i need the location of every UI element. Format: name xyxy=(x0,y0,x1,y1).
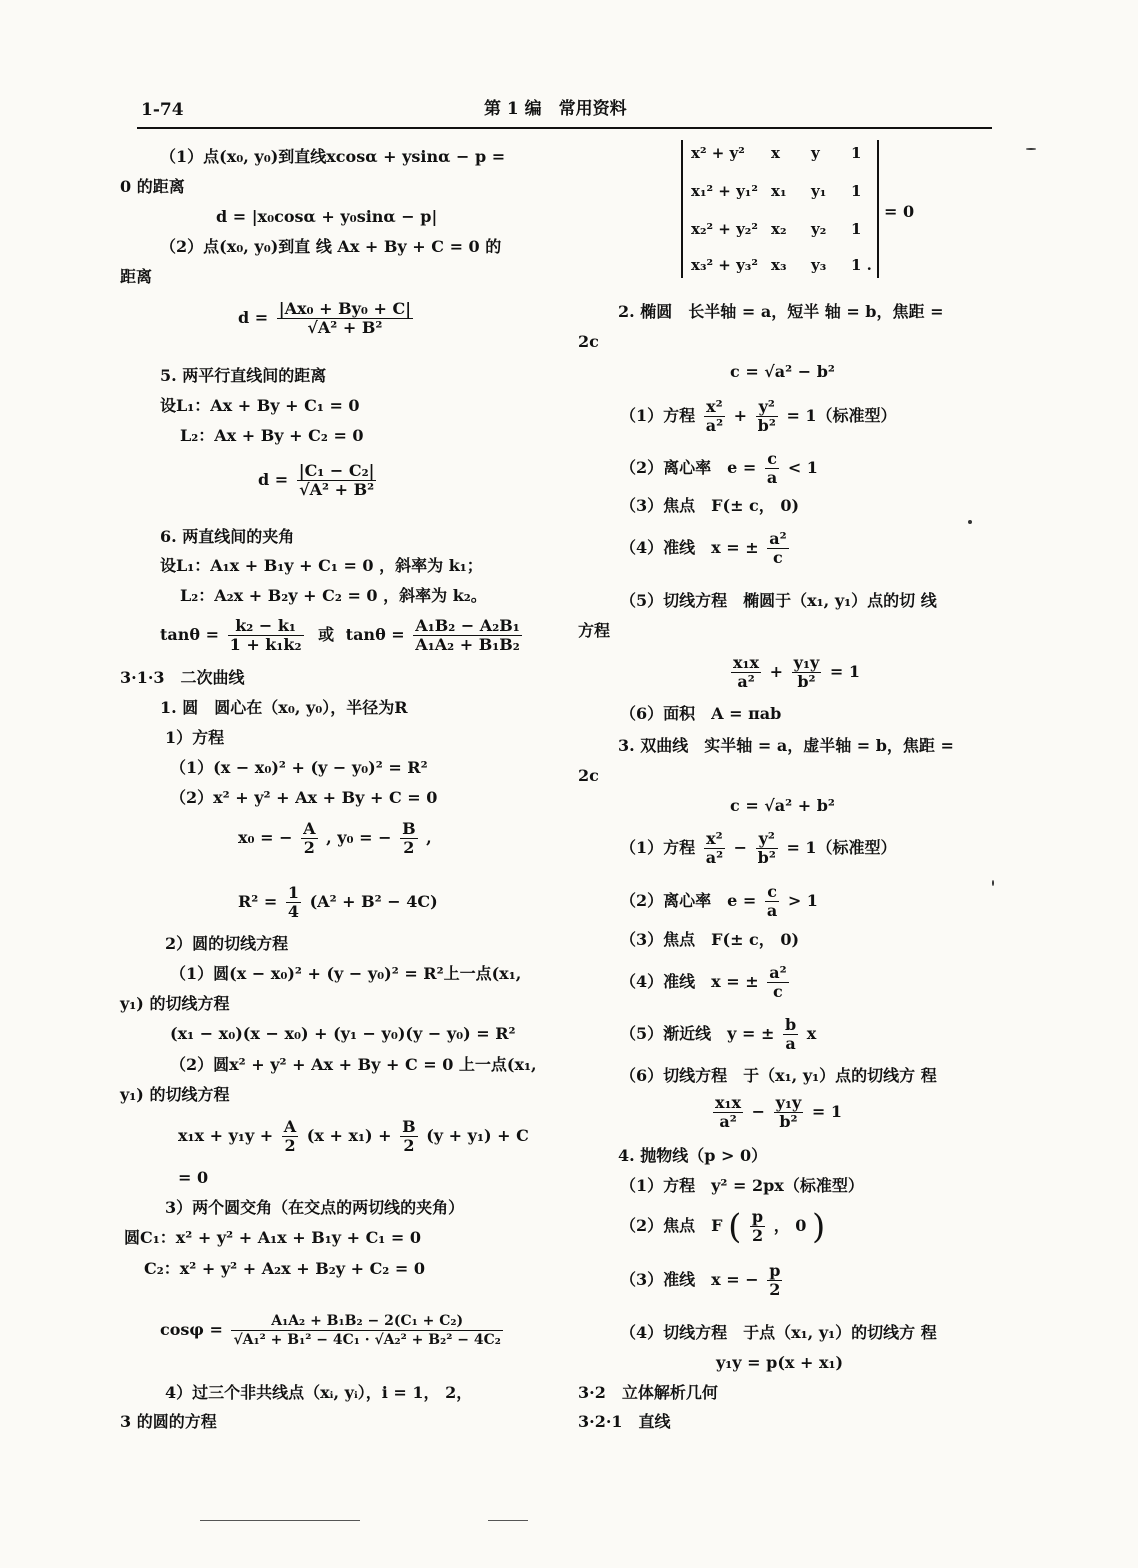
text-line: （2）点(x₀, y₀)到直 线 Ax + By + C = 0 的 xyxy=(160,237,502,256)
text-line: 4）过三个非共线点（xᵢ, yᵢ），i = 1， 2， xyxy=(165,1383,473,1402)
formula: （1）方程 $\frac{\text{x²}}{\text{a²}}$ − $\frac{\text{y²}}{\text{b²}}$ = 1（标准型） xyxy=(620,829,897,867)
formula: （4）准线 x = ± $\frac{\text{a²}}{c}$ xyxy=(620,963,787,1001)
text-line: 0 的距离 xyxy=(120,177,185,196)
formula: （2）x² + y² + Ax + By + C = 0 xyxy=(170,788,438,807)
page-header-title: 第 1 编 常用资料 xyxy=(484,99,627,119)
text-line: 1. 圆 圆心在（x₀, y₀），半径为R xyxy=(160,698,408,717)
text-line: 3. 双曲线 实半轴 = a，虚半轴 = b，焦距 = xyxy=(618,736,954,755)
formula: d = $\frac{\text{|C₁ − C₂|}}{\text{√A² + B²}}$ xyxy=(258,461,375,499)
formula: （3）准线 x = − $\frac{p}{2}$ xyxy=(620,1261,781,1299)
determinant-matrix: x² + y² x y 1 x₁² + y₁² x₁ y₁ 1 x₂² + y₂² x₂ y₂ 1 x₃² + y₃² x₃ y₃ 1 . xyxy=(681,140,879,278)
text-line: 3 的圆的方程 xyxy=(120,1412,217,1431)
section-title: 6. 两直线间的夹角 xyxy=(160,527,295,546)
formula: = 0 xyxy=(884,202,915,221)
fraction: $\frac{\text{y₁y}}{\text{b²}}$ xyxy=(775,1093,802,1131)
section-heading: 3·2 立体解析几何 xyxy=(578,1383,718,1402)
section-heading: 3·2·1 直线 xyxy=(578,1412,671,1431)
scan-speck xyxy=(968,520,972,524)
scan-speck xyxy=(992,880,994,886)
formula: 圆C₁：x² + y² + A₁x + B₁y + C₁ = 0 xyxy=(124,1228,421,1247)
formula: （3）焦点 F(± c， 0) xyxy=(620,930,800,949)
formula: （1）方程 y² = 2px（标准型） xyxy=(620,1176,864,1195)
fraction: $\frac{\text{A₁B₂ − A₂B₁}}{\text{A₁A₂ + B₁B₂}}$ xyxy=(415,616,520,654)
text-line: （6）切线方程 于（x₁, y₁）点的切线方 程 xyxy=(620,1066,937,1085)
text-line: 2. 椭圆 长半轴 = a，短半 轴 = b，焦距 = xyxy=(618,302,944,321)
formula: L₂：Ax + By + C₂ = 0 xyxy=(180,426,364,445)
text-line: y₁) 的切线方程 xyxy=(120,1085,230,1104)
text-line: （4）切线方程 于点（x₁, y₁）的切线方 程 xyxy=(620,1323,937,1342)
formula: x₀ = − $\frac{A}{2}$ , y₀ = − $\frac{B}{2}$ , xyxy=(238,819,432,857)
formula: y₁y = p(x + x₁) xyxy=(716,1353,844,1372)
text-line: （1）点(x₀, y₀)到直线xcosα + ysinα − p = xyxy=(160,147,506,166)
scan-edge-line xyxy=(200,1520,360,1521)
formula: （5）渐近线 y = ± $\frac{b}{a}$ x xyxy=(620,1015,817,1053)
formula: （4）准线 x = ± $\frac{\text{a²}}{c}$ xyxy=(620,529,787,567)
fraction: $\frac{\text{x₁x}}{\text{a²}}$ xyxy=(715,1093,742,1131)
formula: d = $\frac{\text{|Ax₀ + By₀ + C|}}{\text{√A² + B²}}$ xyxy=(238,299,412,337)
formula: 设L₁：Ax + By + C₁ = 0 xyxy=(160,396,360,415)
formula: c = √a² + b² xyxy=(730,796,835,815)
fraction: $\frac{\text{x²}}{\text{a²}}$ xyxy=(705,397,724,435)
scan-edge-line xyxy=(488,1520,528,1521)
formula: （2）离心率 e = $\frac{c}{a}$ < 1 xyxy=(620,449,818,487)
fraction: $\frac{p}{2}$ xyxy=(751,1207,764,1245)
left-paren: ( xyxy=(728,1206,742,1247)
formula: （2）焦点 F ( $\frac{p}{2}$ ， 0 ) xyxy=(620,1206,826,1247)
scan-speck xyxy=(1026,148,1036,150)
fraction: $\frac{\text{k₂ − k₁}}{\text{1 + k₁k₂}}$ xyxy=(229,616,302,654)
fraction: $\frac{p}{2}$ xyxy=(769,1261,781,1299)
fraction: $\frac{c}{a}$ xyxy=(766,882,778,920)
text-line: 2c xyxy=(578,332,599,351)
section-title: 5. 两平行直线间的距离 xyxy=(160,366,327,385)
fraction: $\frac{\text{x²}}{\text{a²}}$ xyxy=(705,829,724,867)
right-paren: ) xyxy=(811,1206,826,1247)
fraction: $\frac{\text{A₁A₂ + B₁B₂ − 2(C₁ + C₂)}}{\text{√A₁² + B₁² − 4C₁ · √A₂² + B₂² − 4C₂}}$ xyxy=(233,1313,501,1348)
formula: d = |x₀cosα + y₀sinα − p| xyxy=(216,207,438,226)
formula: tanθ = $\frac{\text{k₂ − k₁}}{\text{1 + k₁k₂}}$ 或 tanθ = $\frac{\text{A₁B₂ − A₂B₁}}{\text{A₁A₂ + B₁B₂}}$ xyxy=(160,616,520,654)
formula: $\frac{\text{x₁x}}{\text{a²}}$ + $\frac{\text{y₁y}}{\text{b²}}$ = 1 xyxy=(733,653,860,691)
formula: （2）离心率 e = $\frac{c}{a}$ > 1 xyxy=(620,882,818,920)
formula: R² = $\frac{1}{4}$ (A² + B² − 4C) xyxy=(238,883,438,921)
fraction: $\frac{\text{y₁y}}{\text{b²}}$ xyxy=(793,653,820,691)
formula: L₂：A₂x + B₂y + C₂ = 0 ，斜率为 k₂。 xyxy=(180,586,487,605)
formula: （1）(x − x₀)² + (y − y₀)² = R² xyxy=(170,758,428,777)
text-line: y₁) 的切线方程 xyxy=(120,994,230,1013)
formula: C₂：x² + y² + A₂x + B₂y + C₂ = 0 xyxy=(144,1259,425,1278)
formula: = 0 xyxy=(178,1168,209,1187)
page-number: 1-74 xyxy=(141,100,184,120)
text-line: （1）圆(x − x₀)² + (y − y₀)² = R²上一点(x₁, xyxy=(170,964,522,983)
fraction: $\frac{\text{x₁x}}{\text{a²}}$ xyxy=(733,653,760,691)
fraction: $\frac{A}{2}$ xyxy=(283,1117,297,1155)
fraction: $\frac{c}{a}$ xyxy=(766,449,778,487)
text-line: 2c xyxy=(578,766,599,785)
formula: （1）方程 $\frac{\text{x²}}{\text{a²}}$ + $\frac{\text{y²}}{\text{b²}}$ = 1（标准型） xyxy=(620,397,897,435)
fraction: $\frac{\text{|Ax₀ + By₀ + C|}}{\text{√A² + B²}}$ xyxy=(278,299,412,337)
formula: cosφ = $\frac{\text{A₁A₂ + B₁B₂ − 2(C₁ + C₂)}}{\text{√A₁² + B₁² − 4C₁ · √A₂² + B₂² − 4C₂}}$ xyxy=(160,1313,501,1348)
text-line: 4. 抛物线（p > 0） xyxy=(618,1146,768,1165)
text-line: 3）两个圆交角（在交点的两切线的夹角） xyxy=(165,1198,465,1217)
fraction: $\frac{B}{2}$ xyxy=(402,1117,416,1155)
formula: 设L₁：A₁x + B₁y + C₁ = 0 ，斜率为 k₁； xyxy=(160,556,483,575)
header-rule xyxy=(137,127,992,129)
fraction: $\frac{\text{a²}}{c}$ xyxy=(769,529,787,567)
fraction: $\frac{A}{2}$ xyxy=(303,819,316,857)
formula: （6）面积 A = πab xyxy=(620,704,782,723)
formula: $\frac{\text{x₁x}}{\text{a²}}$ − $\frac{\text{y₁y}}{\text{b²}}$ = 1 xyxy=(715,1093,842,1131)
fraction: $\frac{b}{a}$ xyxy=(784,1015,797,1053)
formula: (x₁ − x₀)(x − x₀) + (y₁ − y₀)(y − y₀) = R² xyxy=(170,1024,516,1043)
formula: （3）焦点 F(± c， 0) xyxy=(620,496,800,515)
formula: x₁x + y₁y + $\frac{A}{2}$ (x + x₁) + $\frac{B}{2}$ (y + y₁) + C xyxy=(178,1117,529,1155)
fraction: $\frac{1}{4}$ xyxy=(287,883,299,921)
formula: c = √a² − b² xyxy=(730,362,835,381)
fraction: $\frac{\text{y²}}{\text{b²}}$ xyxy=(757,397,776,435)
text-line: 距离 xyxy=(120,267,153,286)
fraction: $\frac{\text{|C₁ − C₂|}}{\text{√A² + B²}}$ xyxy=(298,461,375,499)
text-line: 方程 xyxy=(578,621,611,640)
fraction: $\frac{\text{y²}}{\text{b²}}$ xyxy=(757,829,776,867)
text-line: （2）圆x² + y² + Ax + By + C = 0 上一点(x₁, xyxy=(170,1055,537,1074)
text-line: 1）方程 xyxy=(165,728,225,747)
fraction: $\frac{\text{a²}}{c}$ xyxy=(769,963,787,1001)
text-line: （5）切线方程 椭圆于（x₁, y₁）点的切 线 xyxy=(620,591,937,610)
text-line: 2）圆的切线方程 xyxy=(165,934,289,953)
fraction: $\frac{B}{2}$ xyxy=(402,819,416,857)
section-heading: 3·1·3 二次曲线 xyxy=(120,668,245,687)
